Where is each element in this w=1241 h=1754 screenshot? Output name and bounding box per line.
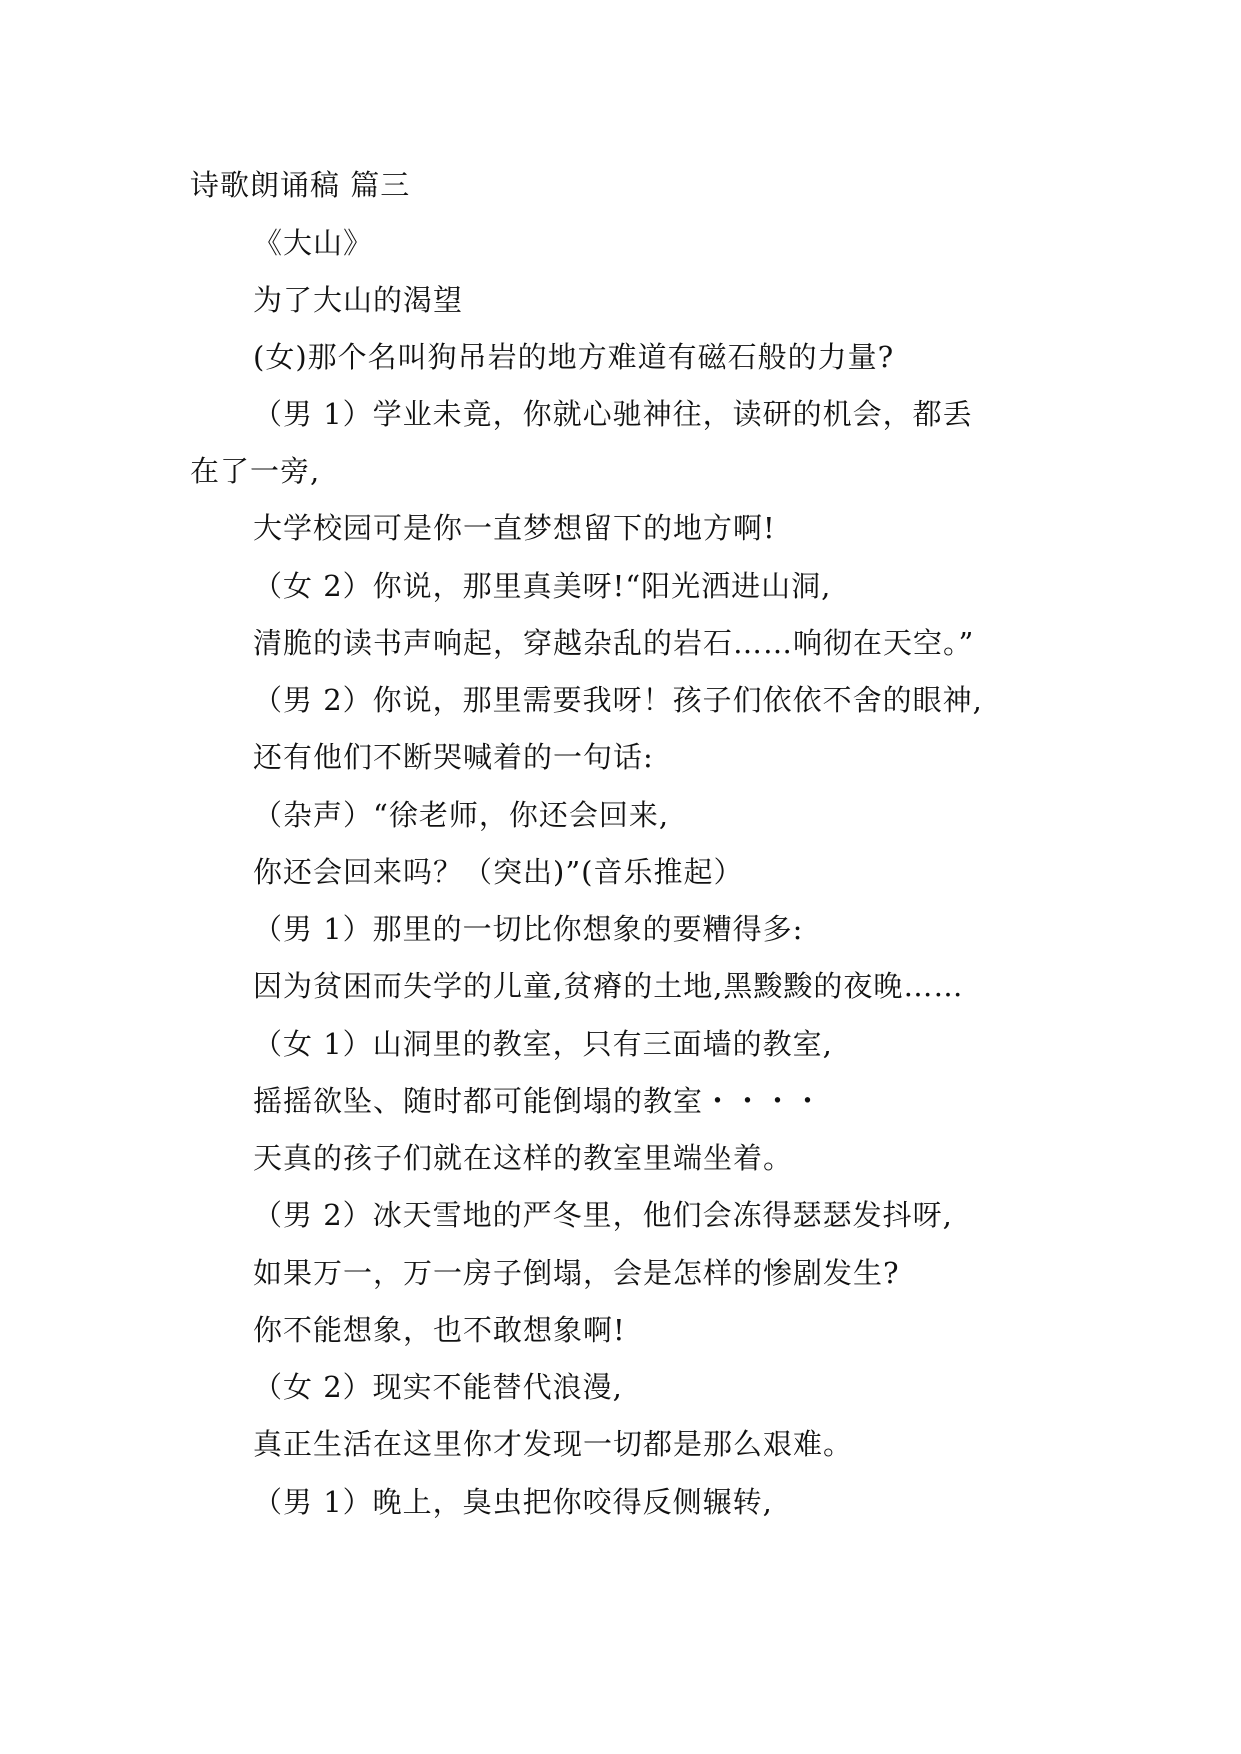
- poem-line: 为了大山的渴望: [253, 283, 464, 317]
- poem-title: 《大山》: [253, 226, 374, 260]
- poem-line: （男 1）学业未竟，你就心驰神往，读研的机会，都丢: [253, 397, 973, 431]
- poem-line: (女)那个名叫狗吊岩的地方难道有磁石般的力量?: [253, 340, 895, 374]
- poem-line: 你还会回来吗？（突出)”(音乐推起）: [253, 855, 744, 889]
- poem-line: 天真的孩子们就在这样的教室里端坐着。: [253, 1141, 794, 1175]
- poem-line: （女 2）现实不能替代浪漫,: [253, 1370, 623, 1404]
- poem-line: 因为贫困而失学的儿童,贫瘠的土地,黑黢黢的夜晚……: [253, 969, 964, 1003]
- document-heading: 诗歌朗诵稿 篇三: [190, 168, 411, 202]
- poem-line: （男 1）那里的一切比你想象的要糟得多:: [253, 912, 804, 946]
- poem-line: （杂声）“徐老师，你还会回来,: [253, 798, 670, 832]
- poem-line: 清脆的读书声响起，穿越杂乱的岩石……响彻在天空。”: [253, 626, 975, 660]
- poem-line: （女 2）你说，那里真美呀!“阳光洒进山洞,: [253, 569, 832, 603]
- poem-line: 真正生活在这里你才发现一切都是那么艰难。: [253, 1427, 854, 1461]
- poem-line: 大学校园可是你一直梦想留下的地方啊!: [253, 511, 776, 545]
- poem-line: （男 2）冰天雪地的严冬里，他们会冻得瑟瑟发抖呀,: [253, 1198, 953, 1232]
- poem-line: （男 1）晚上，臭虫把你咬得反侧辗转,: [253, 1485, 773, 1519]
- poem-line: 如果万一，万一房子倒塌，会是怎样的惨剧发生?: [253, 1256, 900, 1290]
- poem-line: （女 1）山洞里的教室，只有三面墙的教室,: [253, 1027, 833, 1061]
- poem-line: 你不能想象，也不敢想象啊!: [253, 1313, 626, 1347]
- poem-line: （男 2）你说，那里需要我呀！孩子们依依不舍的眼神,: [253, 683, 983, 717]
- poem-line: 在了一旁,: [190, 454, 321, 488]
- poem-line: 还有他们不断哭喊着的一句话:: [253, 740, 654, 774]
- poem-line: 摇摇欲坠、随时都可能倒塌的教室・・・・: [253, 1084, 824, 1118]
